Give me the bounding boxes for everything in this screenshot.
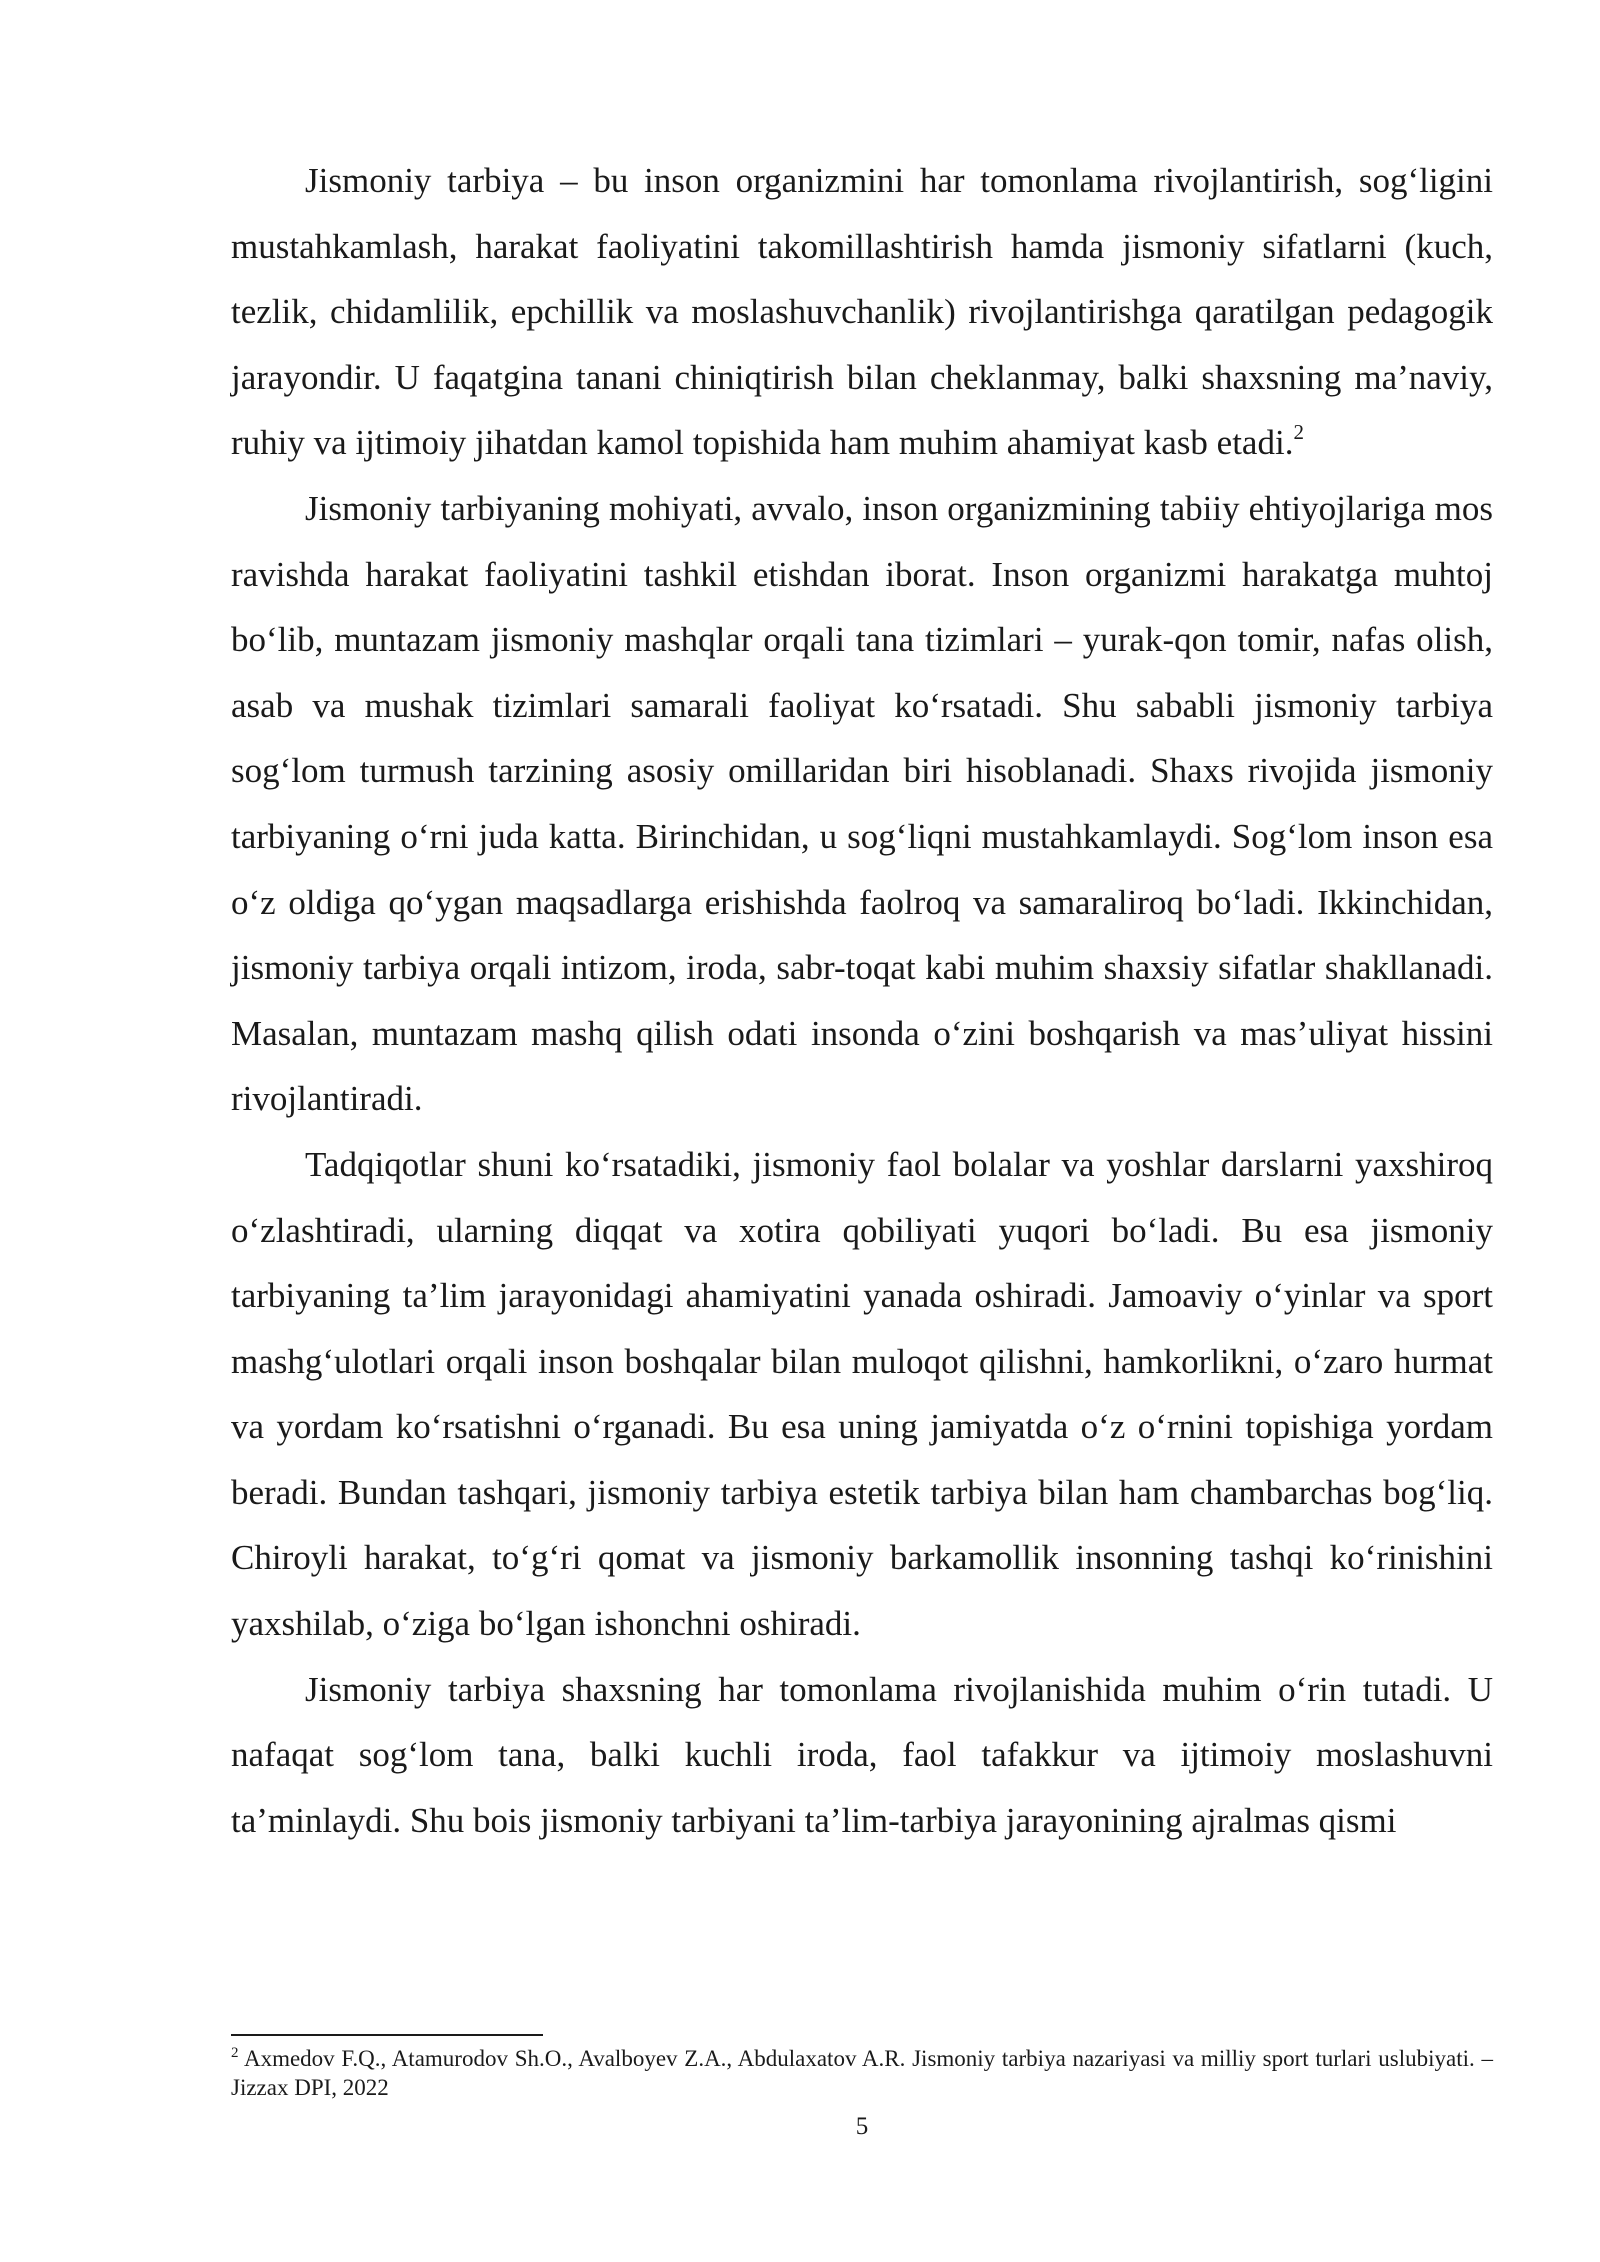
footnote-mark: 2 [231, 2045, 239, 2061]
footnote-separator [231, 2034, 543, 2036]
paragraph-3-text: Tadqiqotlar shuni ko‘rsatadiki, jismoniy faol bolalar va yoshlar darslarni yaxshiroq o‘zlashtiradi, ularning diqqat va xotira qobiliyati yuqori bo‘ladi. Bu esa jismoniy tarbiyaning ta’lim jarayonidagi ahamiyatini yanada oshiradi. Jamoaviy o‘yinlar va sport mashg‘ulotlari orqali inson boshqalar bilan muloqot qilishni, hamkorlikni, o‘zaro hurmat va yordam ko‘rsatishni o‘rganadi. Bu esa uning jamiyatda o‘z o‘rnini topishiga yordam beradi. Bundan tashqari, jismoniy tarbiya estetik tarbiya bilan ham chambarchas bog‘liq. Chiroyli harakat, to‘g‘ri qomat va jismoniy barkamollik insonning tashqi ko‘rinishini yaxshilab, o‘ziga bo‘lgan ishonchni oshiradi. [231, 1144, 1493, 1644]
document-page [231, 0, 1493, 2262]
footnote-text: Axmedov F.Q., Atamurodov Sh.O., Avalboyev Z.A., Abdulaxatov A.R. Jismoniy tarbiya nazariyasi va milliy sport turlari uslubiyati. – Jizzax DPI, 2022 [231, 2046, 1493, 2100]
paragraph-2-text: Jismoniy tarbiyaning mohiyati, avvalo, inson organizmining tabiiy ehtiyojlariga mos ravishda harakat faoliyatini tashkil etishdan iborat. Inson organizmi harakatga muhtoj bo‘lib, muntazam jismoniy mashqlar orqali tana tizimlari – yurak-qon tomir, nafas olish, asab va mushak tizimlari samarali faoliyat ko‘rsatadi. Shu sababli jismoniy tarbiya sog‘lom turmush tarzining asosiy omillaridan biri hisoblanadi. Shaxs rivojida jismoniy tarbiyaning o‘rni juda katta. Birinchidan, u sog‘liqni mustahkamlaydi. Sog‘lom inson esa o‘z oldiga qo‘ygan maqsadlarga erishishda faolroq va samaraliroq bo‘ladi. Ikkinchidan, jismoniy tarbiya orqali intizom, iroda, sabr-toqat kabi muhim shaxsiy sifatlar shakllanadi. Masalan, muntazam mashq qilish odati insonda o‘zini boshqarish va mas’uliyat hissini rivojlantiradi. [231, 488, 1493, 1119]
body-text [231, 148, 1493, 1853]
paragraph-1 [231, 148, 1493, 476]
footnote [231, 2044, 1493, 2102]
paragraph-4-text: Jismoniy tarbiya shaxsning har tomonlama rivojlanishida muhim o‘rin tutadi. U nafaqat sog‘lom tana, balki kuchli iroda, faol tafakkur va ijtimoiy moslashuvni ta’minlaydi. Shu bois jismoniy tarbiyani ta’lim-tarbiya jarayonining ajralmas qismi [231, 1669, 1493, 1840]
page-number: 5 [855, 2113, 869, 2140]
paragraph-4 [231, 1657, 1493, 1854]
paragraph-1-text: Jismoniy tarbiya – bu inson organizmini har tomonlama rivojlantirish, sog‘ligini mustahkamlash, harakat faoliyatini takomillashtirish hamda jismoniy sifatlarni (kuch, tezlik, chidamlilik, epchillik va moslashuvchanlik) rivojlantirishga qaratilgan pedagogik jarayondir. U faqatgina tanani chiniqtirish bilan cheklanmay, balki shaxsning ma’naviy, ruhiy va ijtimoiy jihatdan kamol topishida ham muhim ahamiyat kasb etadi. [231, 161, 1493, 463]
footnote-reference[interactable]: 2 [1293, 420, 1304, 445]
paragraph-3 [231, 1132, 1493, 1657]
paragraph-2 [231, 476, 1493, 1132]
